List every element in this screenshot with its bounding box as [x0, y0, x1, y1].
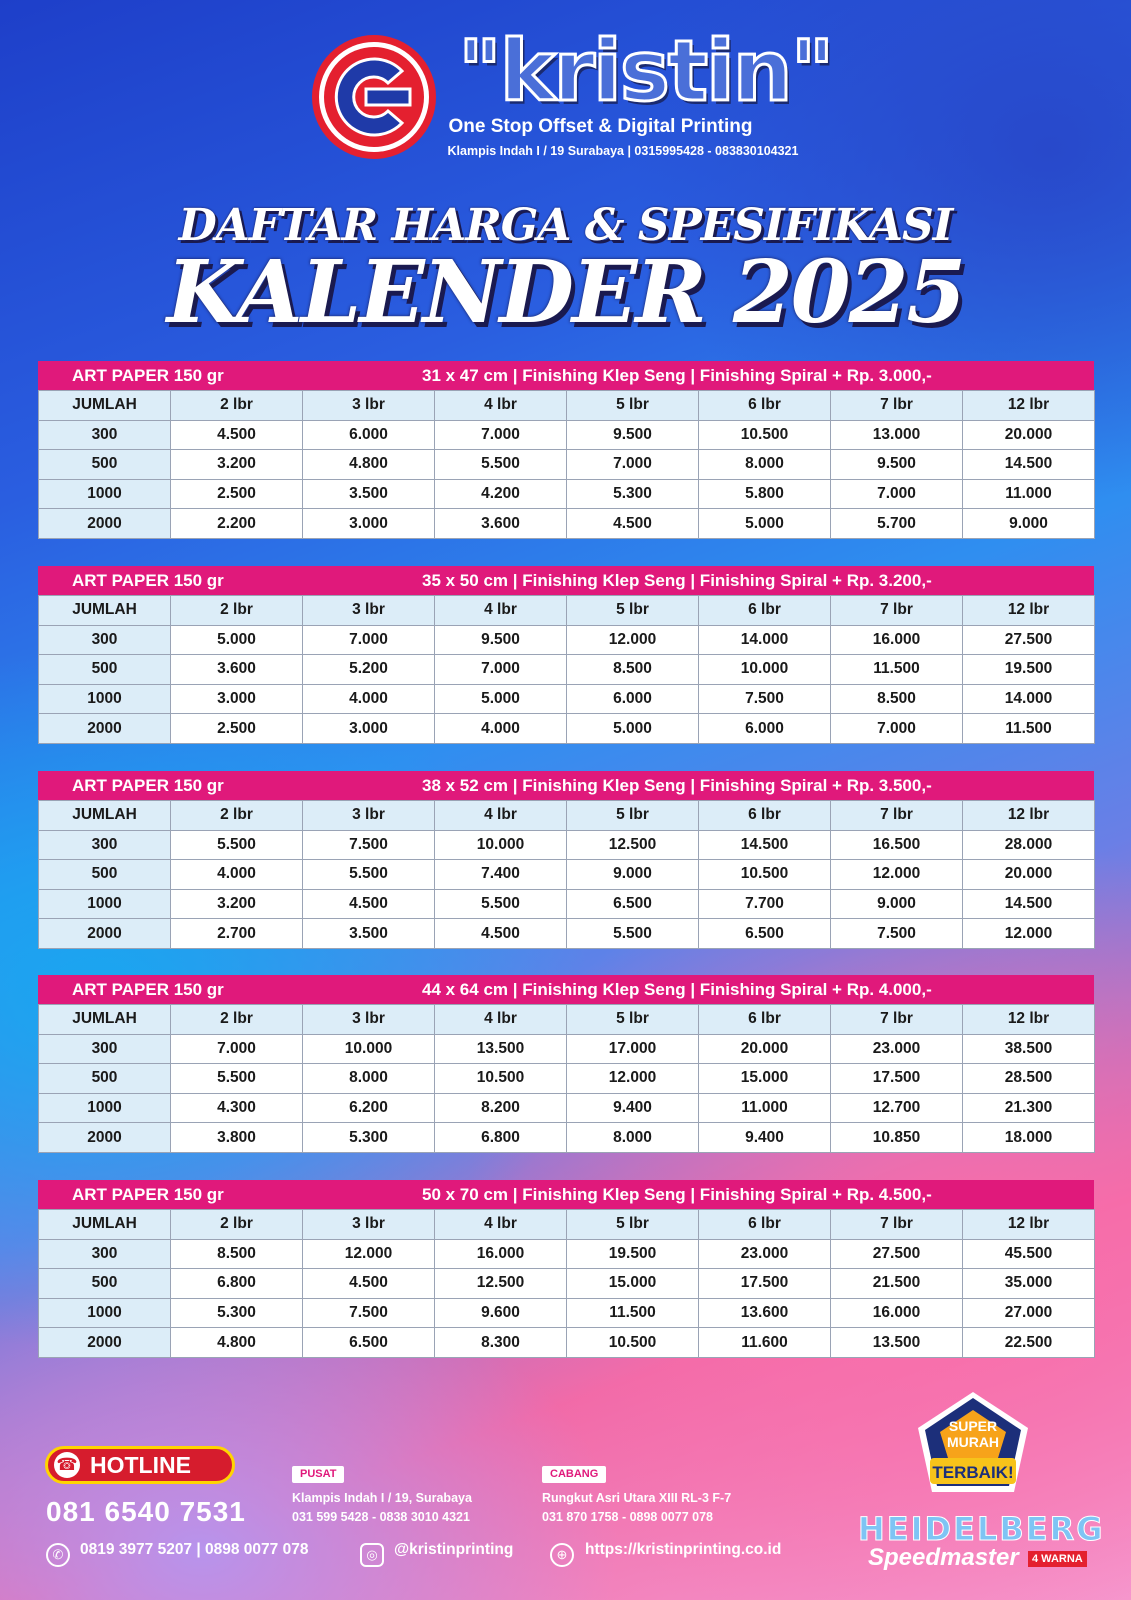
- price-cell: 6.800: [171, 1269, 303, 1299]
- column-header: 12 lbr: [963, 801, 1095, 831]
- size-spec: 44 x 64 cm | Finishing Klep Seng | Finishing Spiral + Rp. 4.000,-: [422, 980, 932, 999]
- quantity-cell: 2000: [39, 714, 171, 744]
- quantity-cell: 2000: [39, 919, 171, 949]
- column-header: 6 lbr: [699, 801, 831, 831]
- column-header: 2 lbr: [171, 596, 303, 626]
- quantity-cell: 300: [39, 1034, 171, 1064]
- price-cell: 11.500: [831, 655, 963, 685]
- hotline-number[interactable]: 081 6540 7531: [46, 1496, 246, 1527]
- quantity-cell: 1000: [39, 1298, 171, 1328]
- price-cell: 5.700: [831, 509, 963, 539]
- price-cell: 13.600: [699, 1298, 831, 1328]
- hotline-badge: [45, 1446, 235, 1484]
- table-title-bar: [38, 975, 1094, 1004]
- cabang-phone: 031 870 1758 - 0898 0077 078: [542, 1510, 713, 1524]
- price-cell: 27.000: [963, 1298, 1095, 1328]
- paper-type: ART PAPER 150 gr: [72, 980, 224, 999]
- price-grid: [38, 800, 1095, 949]
- tagline: One Stop Offset & Digital Printing: [448, 116, 753, 137]
- column-header: 7 lbr: [831, 596, 963, 626]
- price-cell: 10.500: [699, 860, 831, 890]
- quantity-cell: 2000: [39, 1123, 171, 1153]
- price-cell: 5.300: [567, 479, 699, 509]
- price-cell: 7.500: [303, 830, 435, 860]
- price-cell: 9.000: [963, 509, 1095, 539]
- quantity-cell: 1000: [39, 479, 171, 509]
- price-table: [38, 771, 1094, 949]
- price-cell: 28.500: [963, 1064, 1095, 1094]
- price-cell: 9.600: [435, 1298, 567, 1328]
- paper-type: ART PAPER 150 gr: [72, 776, 224, 795]
- quantity-cell: 500: [39, 1064, 171, 1094]
- column-header: 2 lbr: [171, 1210, 303, 1240]
- price-cell: 12.000: [963, 919, 1095, 949]
- price-cell: 13.500: [435, 1034, 567, 1064]
- table-header-row: [39, 391, 1095, 421]
- price-grid: [38, 1209, 1095, 1358]
- price-cell: 3.500: [303, 479, 435, 509]
- price-cell: 7.000: [435, 420, 567, 450]
- price-table: [38, 975, 1094, 1153]
- column-header: 3 lbr: [303, 1210, 435, 1240]
- price-cell: 45.500: [963, 1239, 1095, 1269]
- price-cell: 7.000: [435, 655, 567, 685]
- price-cell: 5.500: [303, 860, 435, 890]
- column-header: 3 lbr: [303, 391, 435, 421]
- price-cell: 35.000: [963, 1269, 1095, 1299]
- table-row: [39, 420, 1095, 450]
- price-cell: 9.500: [831, 450, 963, 480]
- price-cell: 12.700: [831, 1093, 963, 1123]
- price-cell: 11.500: [963, 714, 1095, 744]
- paper-type: ART PAPER 150 gr: [72, 571, 224, 590]
- quantity-cell: 500: [39, 860, 171, 890]
- quantity-cell: 300: [39, 1239, 171, 1269]
- price-cell: 5.500: [171, 830, 303, 860]
- price-cell: 4.500: [567, 509, 699, 539]
- column-header: 4 lbr: [435, 596, 567, 626]
- price-cell: 10.000: [699, 655, 831, 685]
- quantity-cell: 500: [39, 450, 171, 480]
- column-header: 4 lbr: [435, 1005, 567, 1035]
- price-cell: 3.000: [303, 714, 435, 744]
- table-row: [39, 1064, 1095, 1094]
- price-cell: 27.500: [963, 625, 1095, 655]
- price-cell: 6.000: [567, 684, 699, 714]
- price-cell: 8.200: [435, 1093, 567, 1123]
- quantity-cell: 2000: [39, 509, 171, 539]
- price-cell: 10.850: [831, 1123, 963, 1153]
- price-cell: 22.500: [963, 1328, 1095, 1358]
- price-cell: 6.000: [699, 714, 831, 744]
- price-cell: 8.000: [303, 1064, 435, 1094]
- column-header: 12 lbr: [963, 596, 1095, 626]
- table-row: [39, 1269, 1095, 1299]
- table-row: [39, 625, 1095, 655]
- column-header: 5 lbr: [567, 596, 699, 626]
- price-cell: 7.000: [567, 450, 699, 480]
- phone-icon: ☎: [54, 1452, 80, 1478]
- column-header: 6 lbr: [699, 391, 831, 421]
- price-cell: 8.500: [831, 684, 963, 714]
- price-cell: 2.700: [171, 919, 303, 949]
- price-cell: 4.200: [435, 479, 567, 509]
- column-header: 6 lbr: [699, 596, 831, 626]
- price-cell: 14.500: [963, 450, 1095, 480]
- price-cell: 4.000: [171, 860, 303, 890]
- cabang-address: Rungkut Asri Utara XIII RL-3 F-7: [542, 1491, 732, 1505]
- pusat-phone: 031 599 5428 - 0838 3010 4321: [292, 1510, 470, 1524]
- hotline-label: HOTLINE: [90, 1452, 191, 1478]
- price-cell: 5.200: [303, 655, 435, 685]
- price-cell: 27.500: [831, 1239, 963, 1269]
- price-cell: 38.500: [963, 1034, 1095, 1064]
- table-row: [39, 830, 1095, 860]
- price-cell: 20.000: [963, 420, 1095, 450]
- price-cell: 4.500: [435, 919, 567, 949]
- price-cell: 4.800: [171, 1328, 303, 1358]
- table-row: [39, 889, 1095, 919]
- price-cell: 5.000: [435, 684, 567, 714]
- paper-type: ART PAPER 150 gr: [72, 1185, 224, 1204]
- price-cell: 3.600: [435, 509, 567, 539]
- quantity-cell: 300: [39, 420, 171, 450]
- column-header: 6 lbr: [699, 1005, 831, 1035]
- column-header: 6 lbr: [699, 1210, 831, 1240]
- table-row: [39, 1328, 1095, 1358]
- price-cell: 11.000: [699, 1093, 831, 1123]
- price-cell: 6.800: [435, 1123, 567, 1153]
- paper-type: ART PAPER 150 gr: [72, 366, 224, 385]
- price-cell: 6.200: [303, 1093, 435, 1123]
- price-cell: 16.000: [831, 625, 963, 655]
- price-cell: 11.000: [963, 479, 1095, 509]
- quantity-cell: 500: [39, 655, 171, 685]
- size-spec: 38 x 52 cm | Finishing Klep Seng | Finishing Spiral + Rp. 3.500,-: [422, 776, 932, 795]
- column-header: 2 lbr: [171, 391, 303, 421]
- price-cell: 2.500: [171, 714, 303, 744]
- price-cell: 9.000: [567, 860, 699, 890]
- price-cell: 5.000: [567, 714, 699, 744]
- size-spec: 31 x 47 cm | Finishing Klep Seng | Finishing Spiral + Rp. 3.000,-: [422, 366, 932, 385]
- price-cell: 14.500: [963, 889, 1095, 919]
- column-header: 3 lbr: [303, 1005, 435, 1035]
- price-cell: 16.500: [831, 830, 963, 860]
- price-cell: 6.500: [699, 919, 831, 949]
- price-grid: [38, 595, 1095, 744]
- price-cell: 14.000: [963, 684, 1095, 714]
- column-header: 4 lbr: [435, 1210, 567, 1240]
- header-address: Klampis Indah I / 19 Surabaya | 0315995428 - 083830104321: [447, 144, 799, 158]
- price-cell: 8.500: [171, 1239, 303, 1269]
- price-cell: 13.500: [831, 1328, 963, 1358]
- table-title-bar: [38, 1180, 1094, 1209]
- price-cell: 4.500: [171, 420, 303, 450]
- price-cell: 10.000: [435, 830, 567, 860]
- price-cell: 23.000: [699, 1239, 831, 1269]
- phone-numbers[interactable]: 0819 3977 5207 | 0898 0077 078: [80, 1541, 309, 1558]
- price-cell: 7.000: [831, 479, 963, 509]
- price-cell: 9.400: [567, 1093, 699, 1123]
- table-row: [39, 509, 1095, 539]
- price-cell: 12.500: [435, 1269, 567, 1299]
- instagram-handle[interactable]: @kristinprinting: [394, 1541, 514, 1558]
- price-cell: 21.300: [963, 1093, 1095, 1123]
- price-cell: 18.000: [963, 1123, 1095, 1153]
- table-title-bar: [38, 566, 1094, 595]
- size-spec: 50 x 70 cm | Finishing Klep Seng | Finishing Spiral + Rp. 4.500,-: [422, 1185, 932, 1204]
- price-cell: 3.500: [303, 919, 435, 949]
- table-row: [39, 1093, 1095, 1123]
- price-cell: 7.700: [699, 889, 831, 919]
- price-grid: [38, 1004, 1095, 1153]
- column-header: 12 lbr: [963, 1005, 1095, 1035]
- price-cell: 7.500: [831, 919, 963, 949]
- price-cell: 17.000: [567, 1034, 699, 1064]
- price-cell: 4.000: [435, 714, 567, 744]
- price-cell: 9.000: [831, 889, 963, 919]
- price-cell: 2.200: [171, 509, 303, 539]
- price-cell: 9.500: [435, 625, 567, 655]
- price-cell: 12.000: [567, 625, 699, 655]
- price-cell: 28.000: [963, 830, 1095, 860]
- price-cell: 6.000: [303, 420, 435, 450]
- price-cell: 21.500: [831, 1269, 963, 1299]
- badge-line1: SUPER: [948, 1418, 998, 1434]
- page-subtitle: DAFTAR HARGA & SPESIFIKASI: [178, 200, 953, 251]
- quantity-cell: 2000: [39, 1328, 171, 1358]
- column-header: 3 lbr: [303, 596, 435, 626]
- price-cell: 3.000: [171, 684, 303, 714]
- column-header: 5 lbr: [567, 801, 699, 831]
- globe-icon: ⊕: [550, 1543, 574, 1567]
- price-cell: 5.500: [435, 450, 567, 480]
- price-cell: 5.800: [699, 479, 831, 509]
- price-cell: 10.500: [567, 1328, 699, 1358]
- price-cell: 9.500: [567, 420, 699, 450]
- table-row: [39, 1298, 1095, 1328]
- column-header: JUMLAH: [39, 801, 171, 831]
- column-header: 7 lbr: [831, 801, 963, 831]
- table-row: [39, 479, 1095, 509]
- price-cell: 12.000: [567, 1064, 699, 1094]
- table-row: [39, 714, 1095, 744]
- price-cell: 19.500: [567, 1239, 699, 1269]
- price-cell: 7.000: [831, 714, 963, 744]
- price-table: [38, 1180, 1094, 1358]
- column-header: 7 lbr: [831, 391, 963, 421]
- price-cell: 16.000: [831, 1298, 963, 1328]
- quantity-cell: 1000: [39, 889, 171, 919]
- price-cell: 6.500: [567, 889, 699, 919]
- column-header: 4 lbr: [435, 391, 567, 421]
- price-cell: 8.000: [699, 450, 831, 480]
- quantity-cell: 300: [39, 625, 171, 655]
- column-header: 5 lbr: [567, 1210, 699, 1240]
- price-cell: 5.300: [171, 1298, 303, 1328]
- price-cell: 19.500: [963, 655, 1095, 685]
- table-title-bar: [38, 361, 1094, 390]
- column-header: 5 lbr: [567, 391, 699, 421]
- price-cell: 20.000: [963, 860, 1095, 890]
- price-table: [38, 566, 1094, 744]
- price-cell: 5.500: [171, 1064, 303, 1094]
- price-table: [38, 361, 1094, 539]
- table-header-row: [39, 596, 1095, 626]
- column-header: JUMLAH: [39, 596, 171, 626]
- column-header: 7 lbr: [831, 1210, 963, 1240]
- table-row: [39, 1034, 1095, 1064]
- price-cell: 15.000: [567, 1269, 699, 1299]
- heidelberg-logo: HEIDELBERG: [858, 1510, 1105, 1548]
- table-row: [39, 684, 1095, 714]
- price-cell: 17.500: [699, 1269, 831, 1299]
- price-cell: 5.000: [171, 625, 303, 655]
- phone-circle-icon: ✆: [46, 1543, 70, 1567]
- pusat-address: Klampis Indah I / 19, Surabaya: [292, 1491, 472, 1505]
- price-grid: [38, 390, 1095, 539]
- price-cell: 8.500: [567, 655, 699, 685]
- price-cell: 15.000: [699, 1064, 831, 1094]
- price-cell: 4.300: [171, 1093, 303, 1123]
- price-cell: 3.600: [171, 655, 303, 685]
- price-cell: 10.000: [303, 1034, 435, 1064]
- size-spec: 35 x 50 cm | Finishing Klep Seng | Finishing Spiral + Rp. 3.200,-: [422, 571, 932, 590]
- page-title: KALENDER 2025: [166, 242, 965, 343]
- price-cell: 8.000: [567, 1123, 699, 1153]
- price-cell: 20.000: [699, 1034, 831, 1064]
- price-cell: 12.000: [831, 860, 963, 890]
- instagram-icon: ◎: [360, 1543, 384, 1567]
- price-cell: 7.000: [303, 625, 435, 655]
- price-cell: 12.000: [303, 1239, 435, 1269]
- quantity-cell: 1000: [39, 684, 171, 714]
- speedmaster-label: Speedmaster: [868, 1544, 1019, 1571]
- price-cell: 3.800: [171, 1123, 303, 1153]
- price-cell: 11.600: [699, 1328, 831, 1358]
- price-cell: 14.000: [699, 625, 831, 655]
- price-cell: 4.500: [303, 1269, 435, 1299]
- price-cell: 9.400: [699, 1123, 831, 1153]
- column-header: JUMLAH: [39, 1210, 171, 1240]
- column-header: 2 lbr: [171, 801, 303, 831]
- badge-line3: TERBAIK!: [932, 1463, 1014, 1482]
- price-cell: 11.500: [567, 1298, 699, 1328]
- table-title-bar: [38, 771, 1094, 800]
- price-cell: 7.500: [303, 1298, 435, 1328]
- price-cell: 10.500: [699, 420, 831, 450]
- column-header: JUMLAH: [39, 1005, 171, 1035]
- price-cell: 5.300: [303, 1123, 435, 1153]
- price-cell: 3.200: [171, 889, 303, 919]
- table-header-row: [39, 1210, 1095, 1240]
- price-cell: 3.200: [171, 450, 303, 480]
- price-cell: 2.500: [171, 479, 303, 509]
- price-cell: 4.800: [303, 450, 435, 480]
- column-header: 12 lbr: [963, 391, 1095, 421]
- table-header-row: [39, 801, 1095, 831]
- column-header: 5 lbr: [567, 1005, 699, 1035]
- price-cell: 7.000: [171, 1034, 303, 1064]
- price-cell: 5.000: [699, 509, 831, 539]
- table-header-row: [39, 1005, 1095, 1035]
- super-murah-badge-icon: [914, 1388, 1032, 1500]
- brand-name: "kristin": [458, 22, 833, 120]
- quantity-cell: 300: [39, 830, 171, 860]
- warna-tag: 4 WARNA: [1028, 1551, 1087, 1567]
- price-cell: 6.500: [303, 1328, 435, 1358]
- column-header: 7 lbr: [831, 1005, 963, 1035]
- table-row: [39, 1123, 1095, 1153]
- table-row: [39, 860, 1095, 890]
- price-cell: 5.500: [435, 889, 567, 919]
- price-cell: 23.000: [831, 1034, 963, 1064]
- price-cell: 10.500: [435, 1064, 567, 1094]
- table-row: [39, 655, 1095, 685]
- price-cell: 4.500: [303, 889, 435, 919]
- column-header: 12 lbr: [963, 1210, 1095, 1240]
- price-cell: 13.000: [831, 420, 963, 450]
- price-cell: 3.000: [303, 509, 435, 539]
- pusat-tag: PUSAT: [292, 1466, 344, 1483]
- website-link[interactable]: https://kristinprinting.co.id: [585, 1541, 782, 1558]
- header: [0, 0, 1131, 343]
- table-row: [39, 1239, 1095, 1269]
- quantity-cell: 500: [39, 1269, 171, 1299]
- badge-line2: MURAH: [946, 1434, 1000, 1450]
- price-cell: 16.000: [435, 1239, 567, 1269]
- column-header: 3 lbr: [303, 801, 435, 831]
- price-cell: 7.500: [699, 684, 831, 714]
- column-header: 4 lbr: [435, 801, 567, 831]
- quantity-cell: 1000: [39, 1093, 171, 1123]
- column-header: JUMLAH: [39, 391, 171, 421]
- price-cell: 7.400: [435, 860, 567, 890]
- table-row: [39, 919, 1095, 949]
- price-cell: 12.500: [567, 830, 699, 860]
- price-cell: 17.500: [831, 1064, 963, 1094]
- kristin-logo-icon: [310, 33, 438, 161]
- price-cell: 14.500: [699, 830, 831, 860]
- price-cell: 8.300: [435, 1328, 567, 1358]
- cabang-tag: CABANG: [542, 1466, 606, 1483]
- column-header: 2 lbr: [171, 1005, 303, 1035]
- price-cell: 4.000: [303, 684, 435, 714]
- table-row: [39, 450, 1095, 480]
- price-cell: 5.500: [567, 919, 699, 949]
